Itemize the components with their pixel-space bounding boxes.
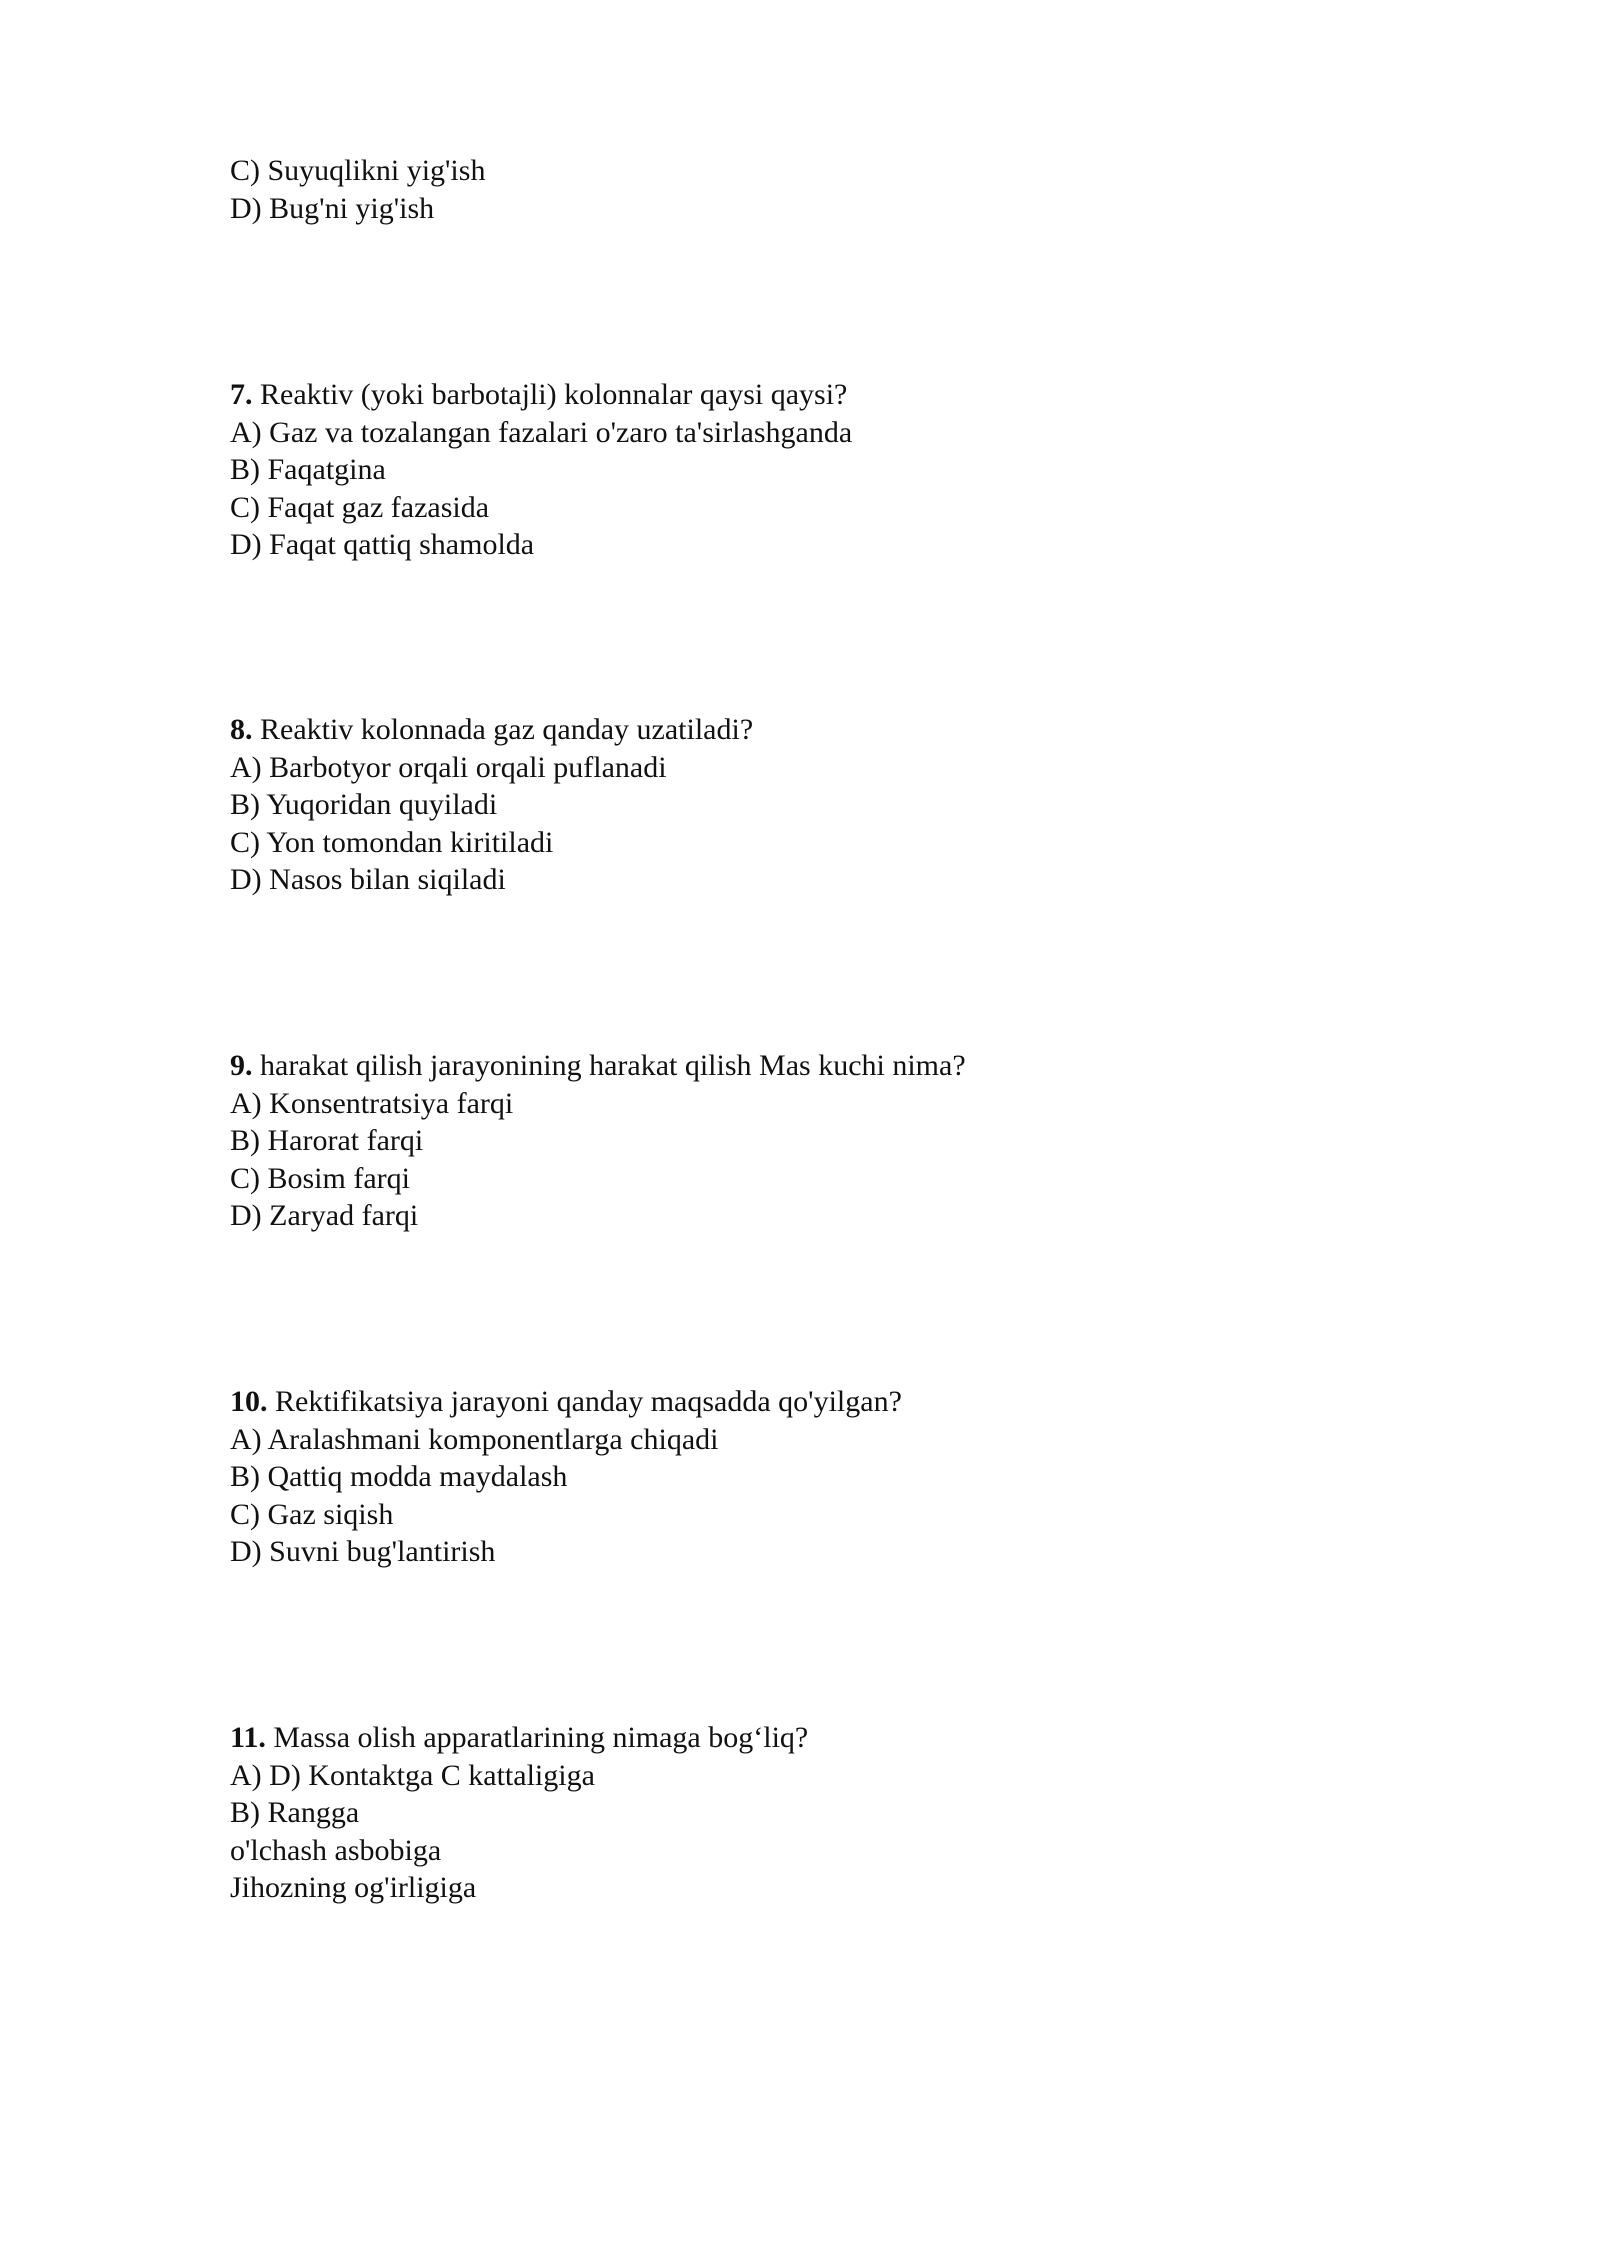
question-number: 9. <box>230 1049 253 1082</box>
question-9 <box>230 1047 966 1235</box>
option-b: B) Yuqoridan quyiladi <box>230 788 498 821</box>
question-10 <box>230 1383 902 1571</box>
option-line-3: o'lchash asbobiga <box>230 1833 442 1867</box>
question-stem <box>230 1719 808 1757</box>
question-stem <box>230 1047 966 1085</box>
option-a: A) Barbotyor orqali orqali puflanadi <box>230 750 667 784</box>
question-text: Reaktiv (yoki barbotajli) kolonnalar qaysi qaysi? <box>260 378 848 411</box>
question-text: Rektifikatsiya jarayoni qanday maqsadda qo'yilgan? <box>275 1385 902 1418</box>
question-number: 10. <box>230 1385 268 1418</box>
option-d: D) Suvni bug'lantirish <box>230 1535 496 1568</box>
question-number: 7. <box>230 378 253 411</box>
question-11 <box>230 1719 808 1907</box>
question-number: 8. <box>230 713 253 746</box>
question-text: Reaktiv kolonnada gaz qanday uzatiladi? <box>260 713 754 746</box>
option-c: C) Yon tomondan kiritiladi <box>230 825 554 859</box>
question-stem <box>230 711 753 749</box>
question-number: 11. <box>230 1721 266 1754</box>
option-b: B) Faqatgina <box>230 453 386 486</box>
option-d: D) Zaryad farqi <box>230 1199 419 1232</box>
option-a: A) Aralashmani komponentlarga chiqadi <box>230 1422 719 1456</box>
question-7 <box>230 376 852 564</box>
option-d: D) Bug'ni yig'ish <box>230 191 435 225</box>
option-b: B) Rangga <box>230 1796 360 1829</box>
option-c: C) Suyuqlikni yig'ish <box>230 154 486 187</box>
option-d: D) Nasos bilan siqiladi <box>230 863 506 896</box>
question-text: harakat qilish jarayonining harakat qilish Mas kuchi nima? <box>260 1049 966 1082</box>
option-c: C) Gaz siqish <box>230 1497 394 1531</box>
option-b: B) Qattiq modda maydalash <box>230 1460 568 1493</box>
option-line-4: Jihozning og'irligiga <box>230 1871 477 1904</box>
option-a: A) D) Kontaktga C kattaligiga <box>230 1758 595 1792</box>
carryover-options <box>230 152 485 227</box>
option-d: D) Faqat qattiq shamolda <box>230 528 535 561</box>
option-a: A) Konsentratsiya farqi <box>230 1086 514 1120</box>
option-a: A) Gaz va tozalangan fazalari o'zaro ta'sirlashganda <box>230 415 853 449</box>
option-c: C) Faqat gaz fazasida <box>230 490 490 524</box>
option-c: C) Bosim farqi <box>230 1161 410 1195</box>
option-b: B) Harorat farqi <box>230 1124 424 1157</box>
question-stem <box>230 1383 902 1421</box>
question-stem <box>230 376 852 414</box>
question-8 <box>230 711 753 899</box>
question-text: Massa olish apparatlarining nimaga bog‘liq? <box>273 1721 809 1754</box>
